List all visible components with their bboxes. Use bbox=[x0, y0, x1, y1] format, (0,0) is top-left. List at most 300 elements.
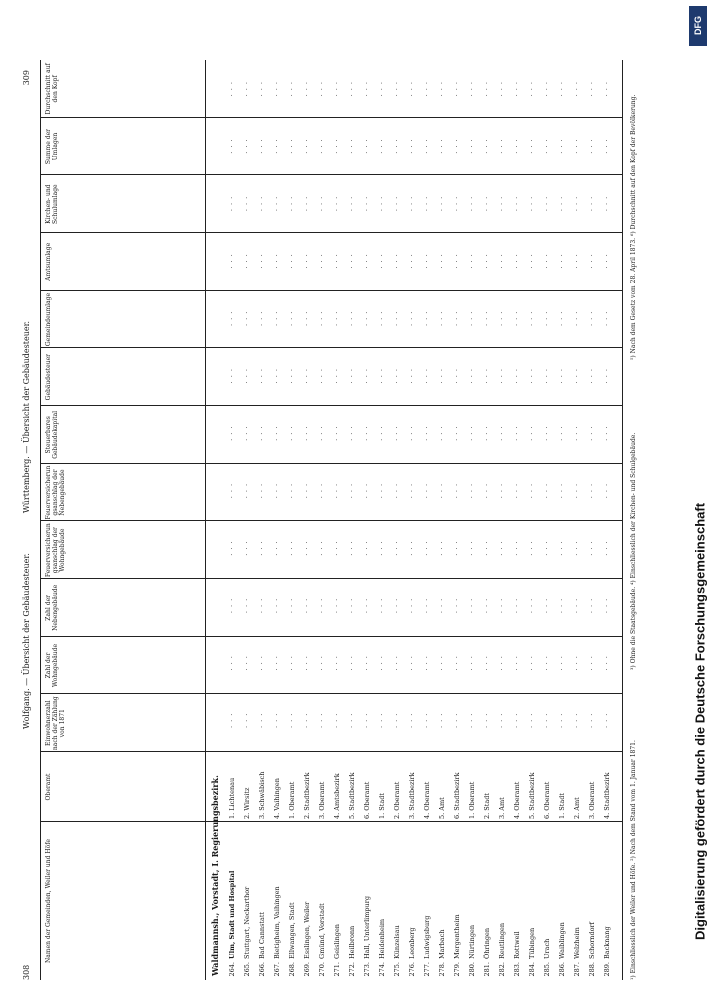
row-number: 274. bbox=[377, 962, 386, 977]
row-cell: · · · bbox=[347, 138, 356, 154]
row-cell: · · · bbox=[347, 655, 356, 671]
row-cell: · · · bbox=[257, 195, 266, 212]
column-header-label: Feuerversicherungsanschlag der Wohngebäude bbox=[45, 523, 66, 578]
row-cell: · · · bbox=[512, 597, 521, 614]
row-cell: · · · bbox=[482, 425, 491, 441]
table-row bbox=[554, 60, 569, 980]
row-cell: · · · bbox=[317, 597, 326, 614]
table-row bbox=[419, 60, 434, 980]
row-cell: · · · bbox=[347, 425, 356, 441]
row-cell: · · · bbox=[542, 253, 551, 269]
row-cell: · · · bbox=[242, 540, 251, 556]
row-cell: · · · bbox=[347, 310, 356, 327]
row-cell: · · · bbox=[572, 712, 581, 728]
row-cell: · · · bbox=[527, 712, 536, 728]
row-cell: · · · bbox=[467, 368, 476, 384]
row-cell: · · · bbox=[407, 253, 416, 269]
row-cell: · · · bbox=[317, 138, 326, 154]
row-number: 281. bbox=[482, 962, 491, 977]
row-cell: · · · bbox=[407, 368, 416, 384]
row-unit: 4. Stadtbezirk bbox=[602, 772, 611, 819]
row-cell: · · · bbox=[512, 368, 521, 384]
column-header-9 bbox=[45, 291, 205, 349]
row-cell: · · · bbox=[257, 712, 266, 728]
row-unit: 3. Oberamt bbox=[317, 781, 326, 819]
row-cell: · · · bbox=[527, 80, 536, 97]
row-cell: · · · bbox=[317, 195, 326, 212]
row-cell: · · · bbox=[452, 482, 461, 499]
row-cell: · · · bbox=[452, 138, 461, 154]
row-cell: · · · bbox=[257, 482, 266, 499]
row-cell: · · · bbox=[557, 425, 566, 441]
column-header-label: Namen der Gemeinden, Weiler und Höfe bbox=[45, 839, 52, 963]
row-cell: · · · bbox=[257, 368, 266, 384]
row-cell: · · · bbox=[242, 712, 251, 728]
row-cell: · · · bbox=[302, 425, 311, 441]
row-cell: · · · bbox=[557, 253, 566, 269]
row-cell: · · · bbox=[527, 138, 536, 154]
row-place-name: Bad Cannstatt bbox=[257, 911, 266, 959]
row-cell: · · · bbox=[512, 655, 521, 671]
row-cell: · · · bbox=[392, 597, 401, 614]
row-cell: · · · bbox=[557, 655, 566, 671]
row-cell: · · · bbox=[482, 253, 491, 269]
column-header-7 bbox=[45, 406, 205, 464]
row-cell: · · · bbox=[542, 195, 551, 212]
row-place-name: Marbach bbox=[437, 929, 446, 959]
row-cell: · · · bbox=[287, 482, 296, 499]
row-cell: · · · bbox=[227, 310, 236, 327]
row-cell: · · · bbox=[332, 310, 341, 327]
row-cell: · · · bbox=[422, 253, 431, 269]
row-cell: · · · bbox=[512, 310, 521, 327]
row-cell: · · · bbox=[557, 540, 566, 556]
row-cell: · · · bbox=[317, 540, 326, 556]
column-header-6 bbox=[45, 464, 205, 522]
running-title-left: Wolfgang. — Übersicht der Gebäudesteuer. bbox=[21, 553, 31, 730]
row-cell: · · · bbox=[557, 195, 566, 212]
row-number: 264. bbox=[227, 962, 236, 977]
row-cell: · · · bbox=[437, 138, 446, 154]
row-unit: 3. Oberamt bbox=[587, 781, 596, 819]
table-row bbox=[524, 60, 539, 980]
row-unit: 4. Vaihingen bbox=[272, 778, 281, 819]
row-cell: · · · bbox=[332, 80, 341, 97]
running-title-right: Württemberg. — Übersicht der Gebäudesteuer. bbox=[21, 320, 31, 514]
row-place-name: Öhringen bbox=[482, 927, 491, 959]
row-cell: · · · bbox=[527, 540, 536, 556]
row-cell: · · · bbox=[407, 482, 416, 499]
table-row bbox=[344, 60, 359, 980]
dfg-banner-text: Digitalisierung gefördert durch die Deutsche Forschungsgemeinschaft bbox=[692, 502, 708, 940]
row-cell: · · · bbox=[377, 195, 386, 212]
row-cell: · · · bbox=[527, 482, 536, 499]
row-number: 284. bbox=[527, 962, 536, 977]
row-place-name: Stuttgart, Neckarthor bbox=[242, 886, 251, 959]
row-cell: · · · bbox=[407, 80, 416, 97]
row-cell: · · · bbox=[422, 195, 431, 212]
row-cell: · · · bbox=[512, 425, 521, 441]
row-cell: · · · bbox=[452, 368, 461, 384]
row-place-name: Künzelsau bbox=[392, 925, 401, 959]
row-cell: · · · bbox=[347, 253, 356, 269]
row-place-name: Reutlingen bbox=[497, 922, 506, 959]
column-header-5 bbox=[45, 521, 205, 579]
row-cell: · · · bbox=[482, 655, 491, 671]
table-row bbox=[239, 60, 254, 980]
row-cell: · · · bbox=[377, 540, 386, 556]
row-cell: · · · bbox=[302, 712, 311, 728]
row-cell: · · · bbox=[542, 310, 551, 327]
row-number: 287. bbox=[572, 962, 581, 977]
row-cell: · · · bbox=[497, 368, 506, 384]
column-header-label: Kirchen- und Schulumlage bbox=[45, 184, 59, 224]
row-cell: · · · bbox=[572, 655, 581, 671]
row-cell: · · · bbox=[347, 482, 356, 499]
row-number: 270. bbox=[317, 962, 326, 977]
row-cell: · · · bbox=[227, 540, 236, 556]
row-cell: · · · bbox=[332, 368, 341, 384]
row-cell: · · · bbox=[602, 138, 611, 154]
row-number: 289. bbox=[602, 962, 611, 977]
row-unit: 3. Amt bbox=[497, 797, 506, 819]
row-cell: · · · bbox=[302, 482, 311, 499]
row-cell: · · · bbox=[362, 655, 371, 671]
row-cell: · · · bbox=[377, 712, 386, 728]
row-cell: · · · bbox=[332, 540, 341, 556]
row-unit: 4. Oberamt bbox=[512, 781, 521, 819]
row-cell: · · · bbox=[452, 195, 461, 212]
row-cell: · · · bbox=[572, 310, 581, 327]
column-header-0 bbox=[45, 822, 205, 980]
row-cell: · · · bbox=[242, 138, 251, 154]
row-cell: · · · bbox=[377, 138, 386, 154]
row-unit: 1. Oberamt bbox=[287, 781, 296, 819]
row-cell: · · · bbox=[302, 368, 311, 384]
row-cell: · · · bbox=[557, 597, 566, 614]
row-number: 278. bbox=[437, 962, 446, 977]
row-number: 275. bbox=[392, 962, 401, 977]
row-unit: 3. Schwäbisch bbox=[257, 771, 266, 819]
row-cell: · · · bbox=[572, 253, 581, 269]
row-cell: · · · bbox=[542, 138, 551, 154]
row-cell: · · · bbox=[362, 310, 371, 327]
row-cell: · · · bbox=[392, 482, 401, 499]
column-header-label: Zahl der Wohngebäude bbox=[45, 643, 59, 688]
table-row bbox=[539, 60, 554, 980]
table-row bbox=[284, 60, 299, 980]
column-header-label: Einwohnerzahl nach der Zählung von 1871 bbox=[45, 696, 66, 751]
row-cell: · · · bbox=[587, 80, 596, 97]
table-rule-bottom bbox=[622, 60, 623, 980]
row-cell: · · · bbox=[347, 368, 356, 384]
row-cell: · · · bbox=[497, 712, 506, 728]
row-cell: · · · bbox=[497, 310, 506, 327]
row-cell: · · · bbox=[227, 80, 236, 97]
row-number: 286. bbox=[557, 962, 566, 977]
row-cell: · · · bbox=[467, 597, 476, 614]
row-cell: · · · bbox=[287, 253, 296, 269]
row-cell: · · · bbox=[362, 195, 371, 212]
row-place-name: Mergentheim bbox=[452, 914, 461, 959]
column-header-label: Steuerbares Gebäudekapital bbox=[45, 410, 59, 459]
row-number: 282. bbox=[497, 962, 506, 977]
row-cell: · · · bbox=[602, 425, 611, 441]
row-cell: · · · bbox=[242, 425, 251, 441]
row-cell: · · · bbox=[422, 368, 431, 384]
row-cell: · · · bbox=[302, 253, 311, 269]
row-cell: · · · bbox=[272, 310, 281, 327]
row-place-name: Urach bbox=[542, 938, 551, 959]
table-row bbox=[494, 60, 509, 980]
row-cell: · · · bbox=[332, 597, 341, 614]
row-unit: 1. Stadt bbox=[377, 793, 386, 819]
row-place-name: Geislingen bbox=[332, 924, 341, 959]
row-cell: · · · bbox=[377, 597, 386, 614]
row-cell: · · · bbox=[572, 482, 581, 499]
row-cell: · · · bbox=[272, 425, 281, 441]
row-cell: · · · bbox=[542, 597, 551, 614]
row-cell: · · · bbox=[452, 597, 461, 614]
row-cell: · · · bbox=[587, 540, 596, 556]
row-cell: · · · bbox=[272, 138, 281, 154]
row-cell: · · · bbox=[437, 655, 446, 671]
row-cell: · · · bbox=[542, 482, 551, 499]
footnotes bbox=[630, 80, 638, 980]
row-cell: · · · bbox=[437, 540, 446, 556]
row-cell: · · · bbox=[287, 80, 296, 97]
row-number: 288. bbox=[587, 962, 596, 977]
row-unit: 2. Stadt bbox=[482, 793, 491, 819]
row-cell: · · · bbox=[317, 310, 326, 327]
row-cell: · · · bbox=[497, 80, 506, 97]
row-cell: · · · bbox=[227, 195, 236, 212]
row-cell: · · · bbox=[587, 138, 596, 154]
row-cell: · · · bbox=[527, 597, 536, 614]
row-cell: · · · bbox=[392, 425, 401, 441]
row-cell: · · · bbox=[572, 195, 581, 212]
row-cell: · · · bbox=[257, 597, 266, 614]
row-cell: · · · bbox=[602, 655, 611, 671]
row-cell: · · · bbox=[392, 80, 401, 97]
row-cell: · · · bbox=[362, 597, 371, 614]
row-cell: · · · bbox=[272, 368, 281, 384]
row-place-name: Backnang bbox=[602, 926, 611, 959]
row-unit: 5. Stadtbezirk bbox=[527, 772, 536, 819]
row-cell: · · · bbox=[587, 425, 596, 441]
row-place-name: Leonberg bbox=[407, 927, 416, 959]
row-cell: · · · bbox=[362, 540, 371, 556]
row-unit: 3. Stadtbezirk bbox=[407, 772, 416, 819]
row-cell: · · · bbox=[272, 253, 281, 269]
row-cell: · · · bbox=[422, 310, 431, 327]
row-cell: · · · bbox=[302, 540, 311, 556]
row-cell: · · · bbox=[542, 712, 551, 728]
row-cell: · · · bbox=[302, 195, 311, 212]
row-number: 268. bbox=[287, 962, 296, 977]
row-cell: · · · bbox=[587, 655, 596, 671]
column-header-11 bbox=[45, 175, 205, 233]
row-cell: · · · bbox=[497, 195, 506, 212]
row-cell: · · · bbox=[287, 138, 296, 154]
row-cell: · · · bbox=[362, 138, 371, 154]
row-cell: · · · bbox=[602, 253, 611, 269]
row-cell: · · · bbox=[557, 310, 566, 327]
row-cell: · · · bbox=[467, 195, 476, 212]
column-header-2 bbox=[45, 694, 205, 752]
row-unit: 1. Stadt bbox=[557, 793, 566, 819]
row-number: 285. bbox=[542, 962, 551, 977]
row-unit: 2. Oberamt bbox=[392, 781, 401, 819]
row-cell: · · · bbox=[287, 655, 296, 671]
row-cell: · · · bbox=[302, 80, 311, 97]
row-cell: · · · bbox=[587, 482, 596, 499]
row-cell: · · · bbox=[302, 655, 311, 671]
row-cell: · · · bbox=[467, 80, 476, 97]
row-cell: · · · bbox=[347, 540, 356, 556]
row-cell: · · · bbox=[572, 425, 581, 441]
row-cell: · · · bbox=[377, 310, 386, 327]
corner-number: 309 bbox=[21, 70, 31, 86]
row-cell: · · · bbox=[497, 425, 506, 441]
column-header-label: Oberamt bbox=[45, 773, 52, 801]
row-number: 271. bbox=[332, 962, 341, 977]
table-row bbox=[479, 60, 494, 980]
table-row bbox=[374, 60, 389, 980]
row-cell: · · · bbox=[332, 195, 341, 212]
row-cell: · · · bbox=[467, 425, 476, 441]
row-cell: · · · bbox=[392, 138, 401, 154]
row-cell: · · · bbox=[587, 310, 596, 327]
row-cell: · · · bbox=[542, 655, 551, 671]
row-number: 267. bbox=[272, 962, 281, 977]
row-cell: · · · bbox=[392, 655, 401, 671]
row-cell: · · · bbox=[422, 80, 431, 97]
row-cell: · · · bbox=[242, 195, 251, 212]
row-cell: · · · bbox=[242, 597, 251, 614]
row-cell: · · · bbox=[362, 368, 371, 384]
row-cell: · · · bbox=[257, 540, 266, 556]
row-cell: · · · bbox=[452, 80, 461, 97]
row-cell: · · · bbox=[392, 540, 401, 556]
row-cell: · · · bbox=[557, 712, 566, 728]
row-place-name: Heidenheim bbox=[377, 918, 386, 959]
row-cell: · · · bbox=[347, 195, 356, 212]
row-cell: · · · bbox=[452, 712, 461, 728]
row-cell: · · · bbox=[587, 195, 596, 212]
row-place-name: Waiblingen bbox=[557, 922, 566, 959]
row-cell: · · · bbox=[392, 712, 401, 728]
row-unit: 5. Stadtbezirk bbox=[347, 772, 356, 819]
row-cell: · · · bbox=[242, 80, 251, 97]
row-number: 266. bbox=[257, 962, 266, 977]
row-number: 269. bbox=[302, 962, 311, 977]
row-cell: · · · bbox=[572, 540, 581, 556]
row-cell: · · · bbox=[227, 597, 236, 614]
row-cell: · · · bbox=[407, 540, 416, 556]
row-unit: 1. Lichtenau bbox=[227, 777, 236, 819]
row-unit: 6. Oberamt bbox=[362, 781, 371, 819]
row-cell: · · · bbox=[512, 482, 521, 499]
row-place-name: Ellwangen, Stadt bbox=[287, 902, 296, 959]
row-cell: · · · bbox=[587, 368, 596, 384]
table-row bbox=[584, 60, 599, 980]
row-cell: · · · bbox=[287, 425, 296, 441]
row-cell: · · · bbox=[362, 712, 371, 728]
column-header-3 bbox=[45, 637, 205, 695]
row-cell: · · · bbox=[482, 195, 491, 212]
row-cell: · · · bbox=[527, 655, 536, 671]
row-number: 279. bbox=[452, 962, 461, 977]
row-cell: · · · bbox=[242, 368, 251, 384]
row-cell: · · · bbox=[602, 310, 611, 327]
row-cell: · · · bbox=[557, 368, 566, 384]
row-cell: · · · bbox=[497, 597, 506, 614]
row-cell: · · · bbox=[362, 253, 371, 269]
row-cell: · · · bbox=[332, 655, 341, 671]
row-cell: · · · bbox=[407, 310, 416, 327]
row-number: 276. bbox=[407, 962, 416, 977]
row-unit: 2. Amt bbox=[572, 797, 581, 819]
row-cell: · · · bbox=[467, 253, 476, 269]
row-place-name: Welzheim bbox=[572, 927, 581, 959]
row-cell: · · · bbox=[377, 482, 386, 499]
row-cell: · · · bbox=[542, 540, 551, 556]
row-place-name: Ulm, Stadt und Hospital bbox=[227, 870, 236, 959]
row-cell: · · · bbox=[287, 540, 296, 556]
row-cell: · · · bbox=[407, 655, 416, 671]
row-unit: 2. Stadtbezirk bbox=[302, 772, 311, 819]
table-row bbox=[359, 60, 374, 980]
row-place-name: Hall, Unterlimpurg bbox=[362, 895, 371, 959]
row-cell: · · · bbox=[257, 655, 266, 671]
row-cell: · · · bbox=[512, 195, 521, 212]
row-cell: · · · bbox=[527, 368, 536, 384]
column-header-label: Zahl der Nebengebäude bbox=[45, 584, 59, 631]
row-cell: · · · bbox=[227, 712, 236, 728]
column-header-label: Amtsumlage bbox=[45, 242, 52, 281]
row-cell: · · · bbox=[332, 482, 341, 499]
row-cell: · · · bbox=[272, 482, 281, 499]
table-row bbox=[329, 60, 344, 980]
row-cell: · · · bbox=[287, 195, 296, 212]
row-cell: · · · bbox=[587, 597, 596, 614]
row-cell: · · · bbox=[242, 482, 251, 499]
row-cell: · · · bbox=[422, 540, 431, 556]
row-cell: · · · bbox=[377, 80, 386, 97]
row-cell: · · · bbox=[317, 712, 326, 728]
page-header bbox=[18, 70, 34, 980]
row-cell: · · · bbox=[257, 310, 266, 327]
column-header-4 bbox=[45, 579, 205, 637]
row-number: 280. bbox=[467, 962, 476, 977]
row-cell: · · · bbox=[407, 712, 416, 728]
row-cell: · · · bbox=[452, 253, 461, 269]
row-cell: · · · bbox=[527, 310, 536, 327]
table-body bbox=[212, 60, 614, 980]
row-place-name: Esslingen, Weiler bbox=[302, 901, 311, 959]
table-row bbox=[389, 60, 404, 980]
row-cell: · · · bbox=[497, 253, 506, 269]
row-cell: · · · bbox=[482, 540, 491, 556]
row-cell: · · · bbox=[602, 368, 611, 384]
row-cell: · · · bbox=[227, 138, 236, 154]
row-cell: · · · bbox=[377, 253, 386, 269]
row-cell: · · · bbox=[422, 425, 431, 441]
row-cell: · · · bbox=[272, 80, 281, 97]
row-cell: · · · bbox=[317, 425, 326, 441]
row-cell: · · · bbox=[437, 425, 446, 441]
